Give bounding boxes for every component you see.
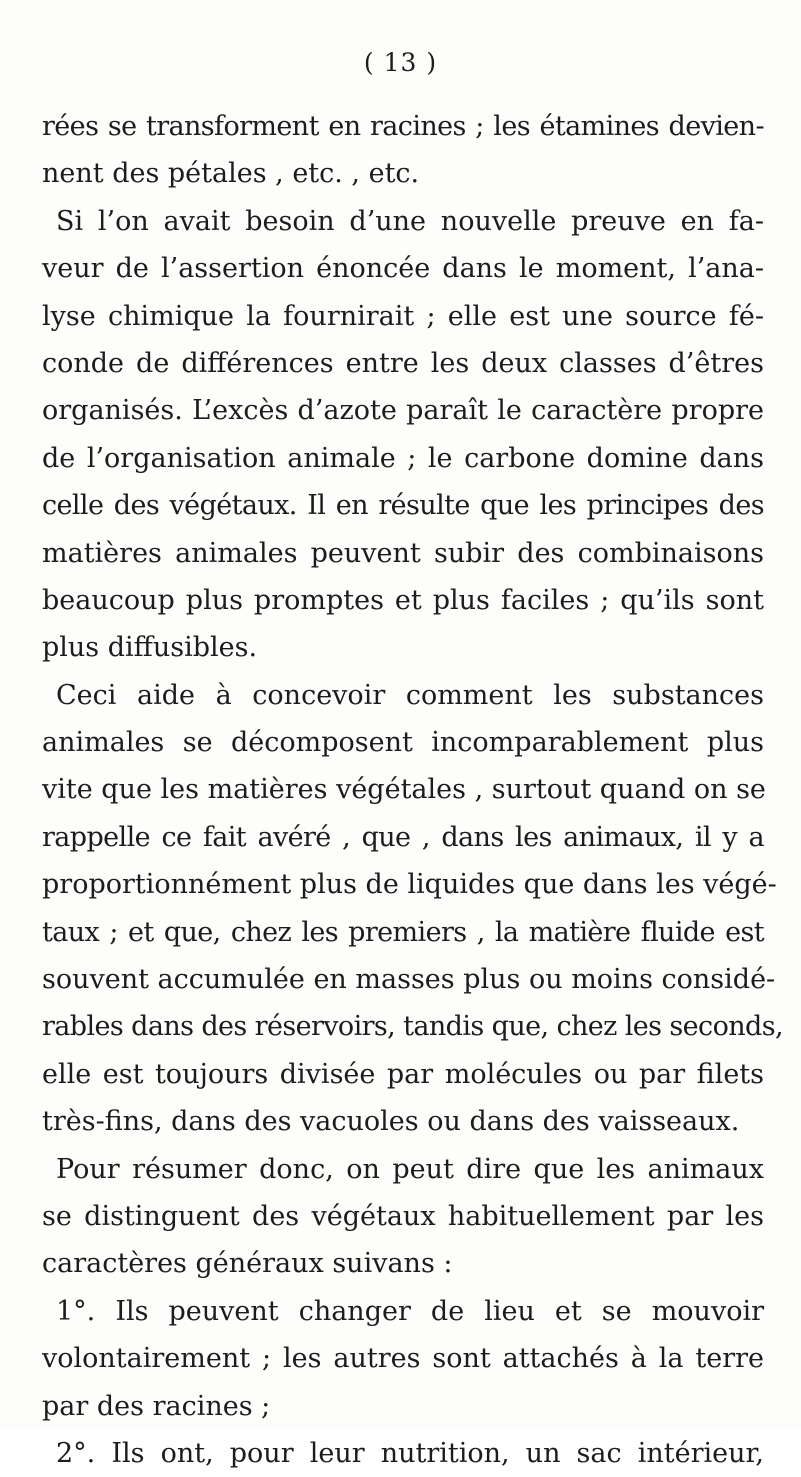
text-line: rables dans des réservoirs, tandis que, chez les seconds, <box>42 1011 783 1043</box>
text-line: matières animales peuvent subir des combinaisons <box>42 537 764 569</box>
text-line: beaucoup plus promptes et plus faciles ; qu’ils sont <box>42 584 764 616</box>
text-line: 2°. Ils ont, pour leur nutrition, un sac intérieur, <box>56 1437 764 1469</box>
body-text <box>42 103 783 1477</box>
text-line: 1°. Ils peuvent changer de lieu et se mouvoir <box>56 1295 764 1327</box>
text-line: celle des végétaux. Il en résulte que les principes des <box>42 490 764 522</box>
text-line: de l’organisation animale ; le carbone domine dans <box>42 442 764 474</box>
text-line: souvent accumulée en masses plus ou moins considé- <box>42 964 776 996</box>
text-line: volontairement ; les autres sont attachés à la terre <box>42 1343 764 1375</box>
text-line: Pour résumer donc, on peut dire que les animaux <box>56 1153 764 1185</box>
text-line: proportionnément plus de liquides que dans les végé- <box>42 869 777 901</box>
text-line: se distinguent des végétaux habituellement par les <box>42 1200 764 1232</box>
text-line: Ceci aide à concevoir comment les substances <box>56 679 764 711</box>
text-line: caractères généraux suivans : <box>42 1248 453 1280</box>
page-number: ( 13 ) <box>363 48 438 77</box>
text-line: plus diffusibles. <box>42 632 258 664</box>
text-line: très-fins, dans des vacuoles ou dans des vaisseaux. <box>42 1106 740 1138</box>
text-line: vite que les matières végétales , surtout quand on se <box>42 774 766 806</box>
text-line: rées se transforment en racines ; les étamines devien- <box>42 111 764 142</box>
text-line: rappelle ce fait avéré , que , dans les animaux, il y a <box>42 821 764 853</box>
text-line: veur de l’assertion énoncée dans le moment, l’ana- <box>42 253 764 285</box>
text-line: lyse chimique la fournirait ; elle est une source fé- <box>42 300 764 332</box>
text-line: nent des pétales , etc. , etc. <box>42 158 420 190</box>
text-line: Si l’on avait besoin d’une nouvelle preuve en fa- <box>56 205 764 237</box>
text-line: par des racines ; <box>42 1390 271 1422</box>
text-line: organisés. L’excès d’azote paraît le caractère propre <box>42 395 764 427</box>
text-line: animales se décomposent incomparablement plus <box>42 727 764 759</box>
text-line: elle est toujours divisée par molécules ou par filets <box>42 1058 764 1090</box>
text-line: taux ; et que, chez les premiers , la matière fluide est <box>42 916 764 948</box>
text-line: conde de différences entre les deux classes d’êtres <box>42 347 764 379</box>
